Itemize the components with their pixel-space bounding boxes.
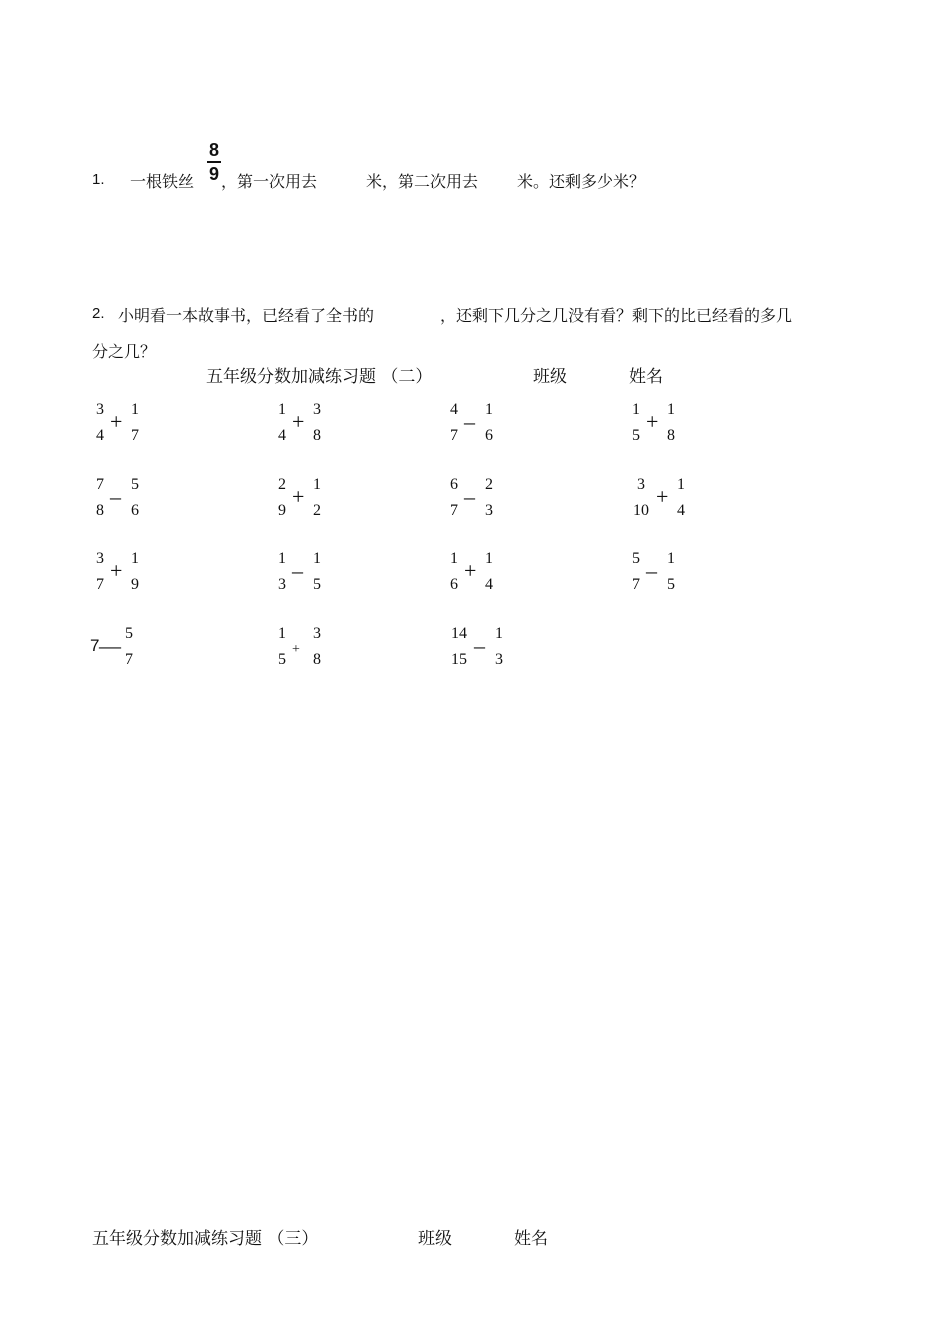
exercise-denominator: 4 bbox=[677, 502, 685, 519]
problem1-text-d: 米。还剩多少米？ bbox=[517, 172, 646, 191]
exercise-denominator: 15 bbox=[451, 651, 467, 668]
exercise-numerator: 2 bbox=[278, 476, 286, 493]
exercise-numerator: 1 bbox=[313, 476, 321, 493]
exercise-denominator: 3 bbox=[495, 651, 503, 668]
exercise-numerator: 4 bbox=[450, 401, 458, 418]
exercise-denominator: 5 bbox=[313, 576, 321, 593]
exercise-numerator: 7 bbox=[96, 476, 104, 493]
exercise-denominator: 7 bbox=[450, 502, 458, 519]
exercise-denominator: 7 bbox=[96, 576, 104, 593]
worksheet3-name-label: 姓名 bbox=[514, 1229, 548, 1249]
exercise-numerator: 3 bbox=[96, 401, 104, 418]
exercise-operator: – bbox=[464, 484, 475, 509]
exercise-numerator: 3 bbox=[96, 550, 104, 567]
exercise-denominator: 8 bbox=[313, 427, 321, 444]
exercise-denominator: 9 bbox=[278, 502, 286, 519]
exercise-denominator: 9 bbox=[131, 576, 139, 593]
exercise-denominator: 7 bbox=[131, 427, 139, 444]
exercise-denominator: 3 bbox=[485, 502, 493, 519]
exercise-numerator: 14 bbox=[451, 625, 467, 642]
exercise-numerator: 6 bbox=[450, 476, 458, 493]
exercise-numerator: 1 bbox=[495, 625, 503, 642]
exercise-numerator: 3 bbox=[313, 625, 321, 642]
exercise-operator: – bbox=[474, 633, 485, 658]
exercise-denominator: 8 bbox=[96, 502, 104, 519]
exercise-denominator: 3 bbox=[278, 576, 286, 593]
exercise-denominator: 7 bbox=[450, 427, 458, 444]
exercise-denominator: 4 bbox=[485, 576, 493, 593]
exercise-operator: – bbox=[110, 484, 121, 509]
exercise-operator: + bbox=[292, 409, 305, 434]
exercise-whole-number: 7 bbox=[90, 636, 100, 655]
problem2-line1-a: 小明看一本故事书，已经看了全书的 bbox=[118, 306, 375, 325]
exercise-numerator: 1 bbox=[667, 550, 675, 567]
problem1-frac-num: 8 bbox=[208, 140, 219, 160]
exercise-operator: – bbox=[292, 558, 303, 583]
exercise-numerator: 1 bbox=[131, 401, 139, 418]
exercise-denominator: 5 bbox=[632, 427, 640, 444]
problem2-line1-b: ，还剩下几分之几没有看？剩下的比已经看的多几 bbox=[440, 306, 793, 325]
exercise-operator: + bbox=[110, 558, 123, 583]
exercise-denominator: 5 bbox=[667, 576, 675, 593]
exercise-numerator: 2 bbox=[485, 476, 493, 493]
exercise-numerator: 3 bbox=[637, 476, 645, 493]
exercise-denominator: 8 bbox=[667, 427, 675, 444]
exercise-numerator: 1 bbox=[450, 550, 458, 567]
exercise-numerator: 1 bbox=[667, 401, 675, 418]
worksheet2-title: 五年级分数加减练习题 （二） bbox=[206, 367, 433, 387]
exercise-operator: + bbox=[292, 642, 300, 657]
exercise-operator: + bbox=[464, 558, 477, 583]
exercise-numerator: 1 bbox=[278, 401, 286, 418]
worksheet2-name-label: 姓名 bbox=[629, 367, 663, 387]
exercise-denominator: 4 bbox=[96, 427, 104, 444]
exercise-denominator: 10 bbox=[633, 502, 649, 519]
exercise-numerator: 5 bbox=[131, 476, 139, 493]
exercise-numerator: 1 bbox=[313, 550, 321, 567]
exercise-operator: + bbox=[292, 484, 305, 509]
exercise-denominator: 6 bbox=[485, 427, 493, 444]
exercise-denominator: 6 bbox=[450, 576, 458, 593]
exercise-numerator: 1 bbox=[485, 401, 493, 418]
problem1-text-c: 米，第二次用去 bbox=[366, 172, 479, 191]
exercise-denominator: 5 bbox=[278, 651, 286, 668]
exercise-denominator: 6 bbox=[131, 502, 139, 519]
problem1-number: 1. bbox=[92, 171, 105, 188]
exercise-operator: + bbox=[110, 409, 123, 434]
problem1-text-a: 一根铁丝 bbox=[130, 172, 195, 191]
exercise-denominator: 4 bbox=[278, 427, 286, 444]
problem2-line2: 分之几？ bbox=[92, 342, 157, 361]
exercise-numerator: 3 bbox=[313, 401, 321, 418]
exercise-numerator: 1 bbox=[677, 476, 685, 493]
worksheet2-class-label: 班级 bbox=[533, 367, 567, 387]
worksheet3-class-label: 班级 bbox=[418, 1229, 452, 1249]
problem1-frac-den: 9 bbox=[208, 164, 219, 184]
exercise-numerator: 1 bbox=[485, 550, 493, 567]
problem1-text-b: ，第一次用去 bbox=[221, 172, 318, 191]
exercise-operator: + bbox=[656, 484, 669, 509]
exercise-numerator: 1 bbox=[131, 550, 139, 567]
exercise-denominator: 7 bbox=[125, 651, 133, 668]
exercise-numerator: 1 bbox=[278, 550, 286, 567]
exercise-numerator: 1 bbox=[632, 401, 640, 418]
worksheet3-title: 五年级分数加减练习题 （三） bbox=[92, 1229, 319, 1249]
exercise-operator: – bbox=[646, 558, 657, 583]
exercise-numerator: 1 bbox=[278, 625, 286, 642]
problem1-frac-bar bbox=[207, 161, 221, 163]
exercise-numerator: 5 bbox=[125, 625, 133, 642]
problem2-number: 2. bbox=[92, 305, 105, 322]
exercise-operator: + bbox=[646, 409, 659, 434]
exercise-operator: — bbox=[99, 633, 121, 658]
exercise-numerator: 5 bbox=[632, 550, 640, 567]
exercise-operator: – bbox=[464, 409, 475, 434]
exercise-denominator: 7 bbox=[632, 576, 640, 593]
exercise-denominator: 2 bbox=[313, 502, 321, 519]
exercise-denominator: 8 bbox=[313, 651, 321, 668]
